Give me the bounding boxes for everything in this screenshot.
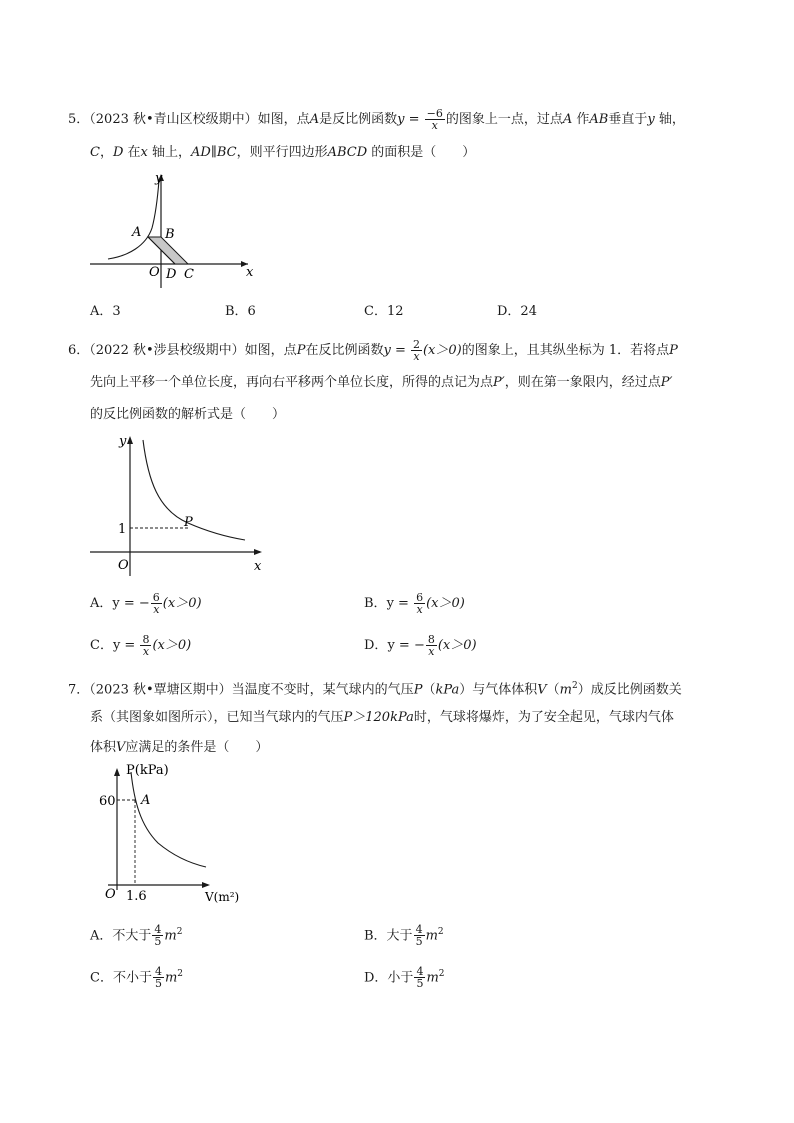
option-condition: (x＞0) bbox=[152, 638, 192, 653]
q6-var: P bbox=[669, 343, 678, 358]
q5-var: C bbox=[90, 145, 100, 160]
origin-label: O bbox=[118, 558, 129, 573]
q7-line2 bbox=[90, 708, 674, 728]
option-text: y = − bbox=[112, 596, 150, 611]
x-axis-arrow bbox=[202, 882, 210, 888]
origin-label: O bbox=[105, 887, 116, 902]
q7-source: （2023 秋•覃塘区期中） bbox=[89, 682, 232, 698]
q5-text: ， bbox=[99, 145, 113, 160]
q5-text: 的面积是（ ） bbox=[367, 145, 476, 160]
y-value-label: 1 bbox=[118, 522, 127, 537]
option-label: D． bbox=[364, 638, 388, 653]
frac-num: 2 bbox=[412, 338, 420, 351]
option-label: B．大于 bbox=[364, 928, 413, 944]
option-label: A． bbox=[90, 596, 113, 611]
q7-text: ）与气体体积 bbox=[459, 682, 538, 698]
hyperbola-curve bbox=[131, 772, 206, 867]
q6-line3: 的反比例函数的解析式是（ ） bbox=[90, 407, 286, 422]
frac-num: 6 bbox=[152, 591, 160, 604]
option-label: A．不大于 bbox=[90, 928, 152, 944]
q6-source: （2022 秋•涉县校级期中） bbox=[89, 343, 245, 358]
point-c-label: C bbox=[184, 267, 194, 282]
point-a-label: A bbox=[141, 793, 151, 808]
q5-source: （2023 秋•青山区校级期中） bbox=[89, 112, 258, 127]
q7-superscript: 2 bbox=[572, 681, 578, 691]
q7-var: V bbox=[537, 682, 547, 698]
q5-text: 垂直于 bbox=[608, 112, 648, 127]
q6-text: ，则在第一象限内，经过点 bbox=[504, 375, 661, 390]
option-unit: m bbox=[164, 970, 178, 986]
option-text: y = bbox=[112, 638, 140, 653]
option-superscript: 2 bbox=[176, 927, 183, 937]
option-unit: m bbox=[426, 970, 439, 986]
option-text: y = − bbox=[387, 638, 425, 653]
option-unit: m bbox=[164, 928, 177, 944]
frac-den: x bbox=[431, 119, 438, 132]
point-a-label: A bbox=[132, 225, 142, 240]
q7-text: 当温度不变时，某气球内的气压 bbox=[231, 682, 414, 698]
q5-var: y bbox=[397, 112, 405, 127]
q6-option-d[interactable] bbox=[364, 634, 477, 657]
q7-option-b[interactable] bbox=[364, 922, 444, 947]
x-axis-label: x bbox=[246, 265, 254, 280]
q5-option-c[interactable]: C．12 bbox=[364, 304, 404, 319]
x-axis-label: V(m²) bbox=[205, 890, 240, 904]
q5-var: y bbox=[647, 112, 655, 127]
q5-text: 在 bbox=[123, 145, 141, 160]
q6-line2 bbox=[90, 373, 672, 393]
q5-line2 bbox=[90, 143, 475, 163]
frac-den: x bbox=[153, 603, 160, 616]
q6-text: 如图，点 bbox=[244, 343, 297, 358]
q7-var: m bbox=[559, 682, 572, 698]
point-d-label: D bbox=[166, 267, 177, 282]
q5-var: AB bbox=[589, 112, 609, 127]
q7-line1 bbox=[68, 676, 682, 700]
hyperbola-curve bbox=[143, 440, 245, 540]
q7-figure bbox=[88, 760, 268, 910]
frac-num: 6 bbox=[416, 591, 424, 604]
q5-text: 轴， bbox=[654, 112, 685, 127]
frac-num: 4 bbox=[416, 965, 424, 979]
q7-text: 系（其图象如图所示），已知当气球内的气压 bbox=[90, 710, 344, 725]
q7-var: P bbox=[413, 682, 423, 698]
option-condition: (x＞0) bbox=[162, 596, 202, 611]
option-label: C．不小于 bbox=[90, 970, 152, 986]
q5-text: = bbox=[404, 112, 424, 127]
frac-num: 4 bbox=[154, 965, 162, 979]
option-condition: (x＞0) bbox=[426, 596, 465, 611]
q6-figure bbox=[88, 430, 278, 578]
y-axis-arrow bbox=[114, 768, 120, 776]
q7-text: 时，气球将爆炸，为了安全起见，气球内气体 bbox=[413, 710, 674, 725]
option-fraction bbox=[153, 966, 164, 989]
option-unit: m bbox=[425, 928, 438, 944]
frac-den: 5 bbox=[154, 935, 162, 949]
q7-var: P＞120 bbox=[343, 710, 391, 725]
q5-text: 轴上， bbox=[147, 145, 192, 160]
q6-var: y bbox=[383, 343, 391, 358]
frac-den: x bbox=[142, 645, 150, 658]
y-axis-label: y bbox=[119, 434, 127, 449]
option-fraction bbox=[151, 592, 162, 615]
q7-text: （ bbox=[422, 682, 436, 698]
option-fraction bbox=[414, 924, 425, 947]
q7-text: ）成反比例函数关 bbox=[577, 682, 682, 698]
option-fraction bbox=[152, 924, 163, 947]
q7-line3 bbox=[90, 738, 268, 758]
q6-text: 先向上平移一个单位长度，再向右平移两个单位长度，所得的点记为点 bbox=[90, 375, 494, 390]
frac-den: x bbox=[428, 645, 435, 658]
q6-text: 在反比例函数 bbox=[305, 343, 384, 358]
x-value-label: 1.6 bbox=[126, 889, 147, 904]
q5-option-d[interactable]: D．24 bbox=[497, 304, 537, 319]
q5-option-b[interactable]: B．6 bbox=[225, 304, 256, 319]
y-axis-arrow bbox=[127, 436, 133, 444]
q6-condition: (x＞0) bbox=[422, 343, 462, 358]
hyperbola-curve bbox=[108, 180, 159, 259]
q5-line1 bbox=[68, 108, 685, 131]
option-fraction bbox=[426, 634, 437, 657]
frac-den: 5 bbox=[154, 977, 162, 991]
q7-option-c[interactable] bbox=[90, 964, 183, 989]
q5-text: ，则平行四边形 bbox=[236, 145, 328, 160]
option-superscript: 2 bbox=[437, 927, 444, 937]
option-condition: (x＞0) bbox=[437, 638, 477, 653]
q6-option-b[interactable] bbox=[364, 592, 465, 615]
frac-num: 4 bbox=[415, 923, 423, 937]
q6-number: 6． bbox=[68, 343, 90, 358]
q5-var: ABCD bbox=[327, 145, 368, 160]
q5-number: 5． bbox=[68, 112, 90, 127]
q6-var: P′ bbox=[493, 375, 505, 390]
q5-var: A bbox=[562, 112, 573, 127]
q7-text: 应满足的条件是（ ） bbox=[125, 740, 269, 755]
option-text: y = bbox=[386, 596, 414, 611]
q5-fraction bbox=[425, 108, 445, 131]
option-label: C． bbox=[90, 638, 113, 653]
frac-num: 8 bbox=[142, 633, 150, 646]
q7-number: 7． bbox=[68, 682, 90, 698]
q7-var: kPa bbox=[435, 682, 460, 698]
frac-den: x bbox=[413, 350, 420, 363]
q5-var: D bbox=[112, 145, 124, 160]
q6-option-a[interactable] bbox=[90, 592, 202, 615]
x-axis-label: x bbox=[254, 559, 262, 574]
option-superscript: 2 bbox=[438, 969, 445, 979]
q6-text: 的图象上，且其纵坐标为 1．若将点 bbox=[461, 343, 670, 358]
q7-var: kPa bbox=[390, 710, 414, 725]
q5-var: x bbox=[140, 145, 148, 160]
q5-option-a[interactable]: A．3 bbox=[90, 304, 121, 319]
q6-option-c[interactable] bbox=[90, 634, 191, 657]
y-axis-label: y bbox=[155, 171, 163, 186]
q5-text: 的图象上一点，过点 bbox=[445, 112, 563, 127]
q5-var: AD∥BC bbox=[191, 145, 237, 160]
y-axis-label: P(kPa) bbox=[126, 763, 169, 778]
q5-figure bbox=[88, 168, 258, 292]
q5-text: 作 bbox=[572, 112, 590, 127]
q6-text: = bbox=[390, 343, 410, 358]
point-p-label: P bbox=[184, 515, 193, 530]
q6-var: P′ bbox=[660, 375, 673, 390]
point-b-label: B bbox=[165, 227, 175, 242]
option-fraction bbox=[414, 592, 425, 615]
q6-var: P bbox=[296, 343, 306, 358]
q5-text: 如图，点 bbox=[257, 112, 310, 127]
q7-option-a[interactable] bbox=[90, 922, 182, 947]
q6-fraction bbox=[411, 339, 422, 362]
origin-label: O bbox=[149, 265, 160, 280]
option-fraction bbox=[140, 634, 151, 657]
frac-num: 4 bbox=[154, 923, 162, 937]
option-superscript: 2 bbox=[177, 969, 184, 979]
frac-den: x bbox=[416, 603, 423, 616]
q7-option-d[interactable] bbox=[364, 964, 445, 989]
q5-text: 是反比例函数 bbox=[319, 112, 398, 127]
frac-den: 5 bbox=[416, 977, 424, 991]
x-axis-arrow bbox=[254, 549, 262, 555]
option-label: B． bbox=[364, 596, 387, 611]
q7-var: V bbox=[116, 740, 126, 755]
frac-den: 5 bbox=[415, 935, 423, 949]
option-fraction bbox=[414, 966, 425, 989]
y-value-label: 60 bbox=[99, 794, 116, 809]
option-label: D．小于 bbox=[364, 970, 414, 986]
q6-line1 bbox=[68, 339, 678, 362]
frac-num: 8 bbox=[427, 633, 435, 646]
frac-num: −6 bbox=[426, 107, 443, 120]
q7-text: 体积 bbox=[90, 740, 117, 755]
q7-text: （ bbox=[546, 682, 560, 698]
q5-var: A bbox=[309, 112, 320, 127]
